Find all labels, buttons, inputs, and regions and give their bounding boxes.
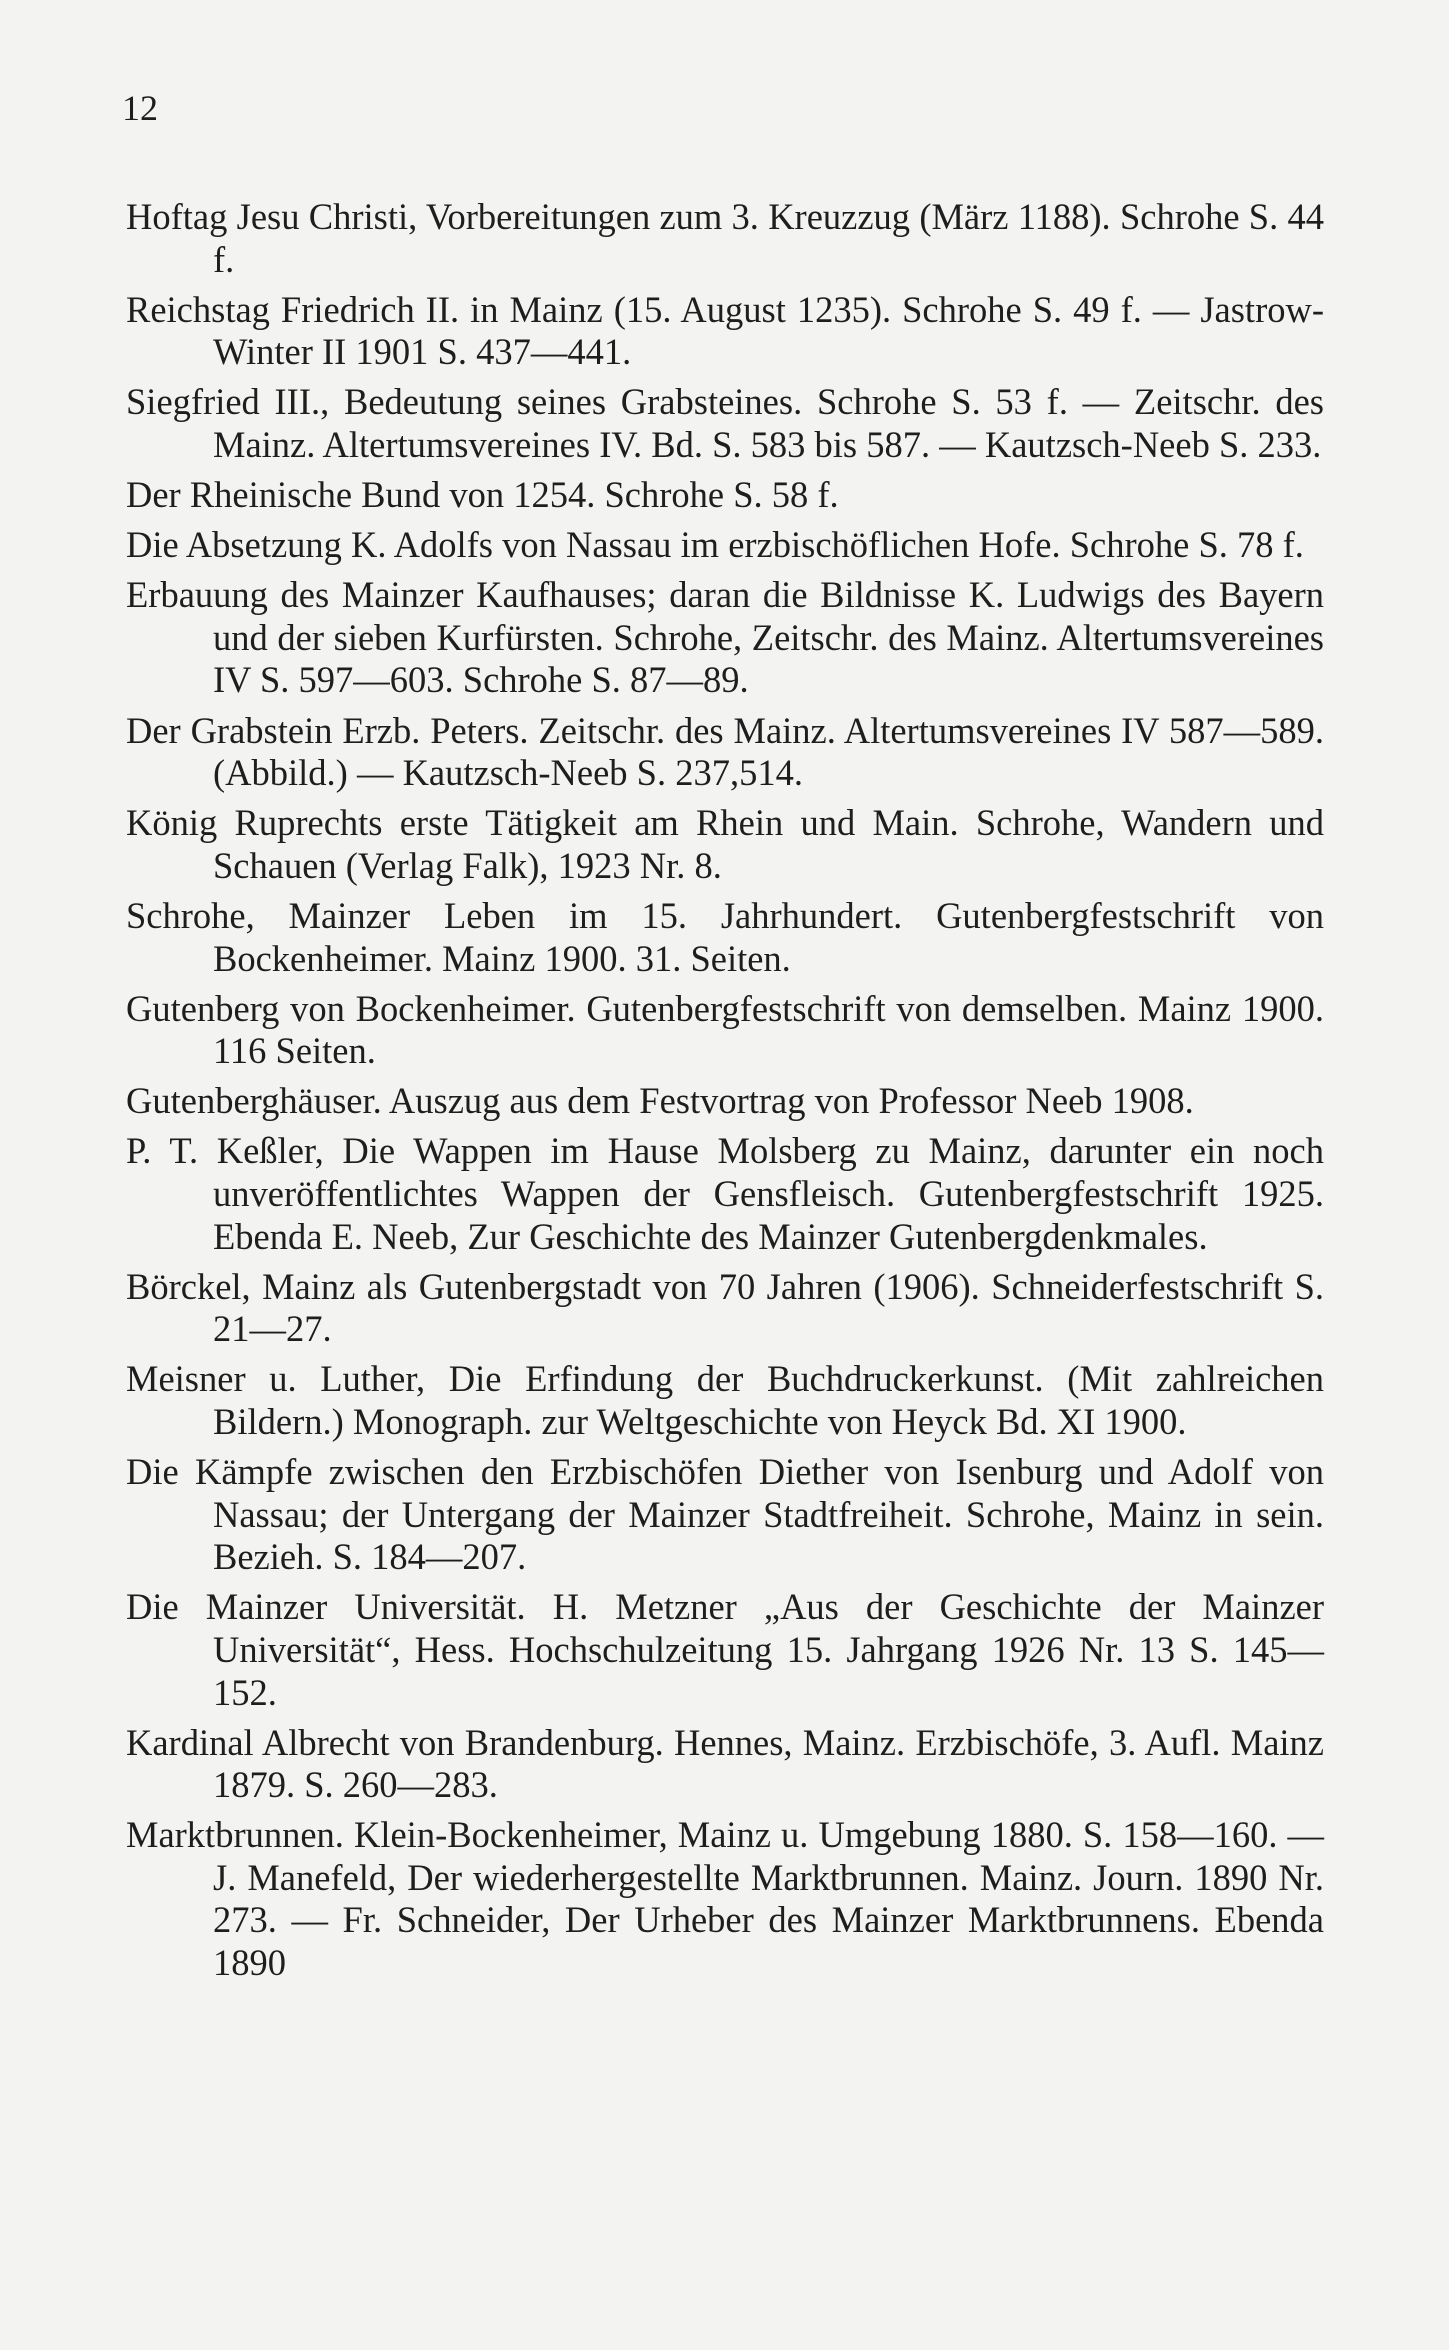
bibliography-entry: Gutenberg von Bockenheimer. Gutenbergfestschrift von demselben. Mainz 1900. 116 Seiten. xyxy=(126,987,1324,1072)
bibliography-list xyxy=(126,196,1324,1992)
bibliography-entry: Hoftag Jesu Christi, Vorbereitungen zum 3. Kreuzzug (März 1188). Schrohe S. 44 f. xyxy=(126,196,1324,280)
page-number: 12 xyxy=(122,88,158,128)
bibliography-entry: Der Grabstein Erzb. Peters. Zeitschr. des Mainz. Altertumsvereines IV 587—589. (Abbild.) — Kautzsch-Neeb S. 237,514. xyxy=(126,709,1324,794)
bibliography-entry: Gutenberghäuser. Auszug aus dem Festvortrag von Professor Neeb 1908. xyxy=(126,1080,1194,1122)
bibliography-entry: Erbauung des Mainzer Kaufhauses; daran die Bildnisse K. Ludwigs des Bayern und der sieben Kurfürsten. Schrohe, Zeitschr. des Mainz. Altertumsvereines IV S. 597—603. Schrohe S. 87—89. xyxy=(126,574,1324,701)
bibliography-entry: Börckel, Mainz als Gutenbergstadt von 70 Jahren (1906). Schneiderfestschrift S. 21—27. xyxy=(126,1265,1324,1350)
bibliography-entry: Siegfried III., Bedeutung seines Grabsteines. Schrohe S. 53 f. — Zeitschr. des Mainz. Altertumsvereines IV. Bd. S. 583 bis 587. — Kautzsch-Neeb S. 233. xyxy=(126,381,1324,465)
bibliography-entry: Die Mainzer Universität. H. Metzner „Aus der Geschichte der Mainzer Universität“, Hess. Hochschulzeitung 15. Jahrgang 1926 Nr. 13 S. 145—152. xyxy=(126,1586,1324,1713)
bibliography-entry: Schrohe, Mainzer Leben im 15. Jahrhundert. Gutenbergfestschrift von Bockenheimer. Mainz 1900. 31. Seiten. xyxy=(126,894,1324,979)
bibliography-entry: Marktbrunnen. Klein-Bockenheimer, Mainz u. Umgebung 1880. S. 158—160. — J. Manefeld, Der wiederhergestellte Marktbrunnen. Mainz. Journ. 1890 Nr. 273. — Fr. Schneider, Der Urheber des Mainzer Marktbrunnens. Ebenda 1890 xyxy=(126,1814,1324,1984)
bibliography-entry: Die Kämpfe zwischen den Erzbischöfen Diether von Isenburg und Adolf von Nassau; der Untergang der Mainzer Stadtfreiheit. Schrohe, Mainz in sein. Bezieh. S. 184—207. xyxy=(126,1451,1324,1578)
bibliography-entry: Der Rheinische Bund von 1254. Schrohe S. 58 f. xyxy=(126,474,839,516)
bibliography-entry: Die Absetzung K. Adolfs von Nassau im erzbischöflichen Hofe. Schrohe S. 78 f. xyxy=(126,524,1304,566)
bibliography-entry: Reichstag Friedrich II. in Mainz (15. August 1235). Schrohe S. 49 f. — Jastrow-Winter II 1901 S. 437—441. xyxy=(126,288,1324,373)
bibliography-entry: König Ruprechts erste Tätigkeit am Rhein und Main. Schrohe, Wandern und Schauen (Verlag Falk), 1923 Nr. 8. xyxy=(126,802,1324,886)
bibliography-entry: Kardinal Albrecht von Brandenburg. Hennes, Mainz. Erzbischöfe, 3. Aufl. Mainz 1879. S. 260—283. xyxy=(126,1721,1324,1806)
bibliography-entry: P. T. Keßler, Die Wappen im Hause Molsberg zu Mainz, darunter ein noch unveröffentlichtes Wappen der Gensfleisch. Gutenbergfestschrift 1925. Ebenda E. Neeb, Zur Geschichte des Mainzer Gutenbergdenkmales. xyxy=(126,1130,1324,1257)
bibliography-entry: Meisner u. Luther, Die Erfindung der Buchdruckerkunst. (Mit zahlreichen Bildern.) Monograph. zur Weltgeschichte von Heyck Bd. XI 1900. xyxy=(126,1358,1324,1442)
